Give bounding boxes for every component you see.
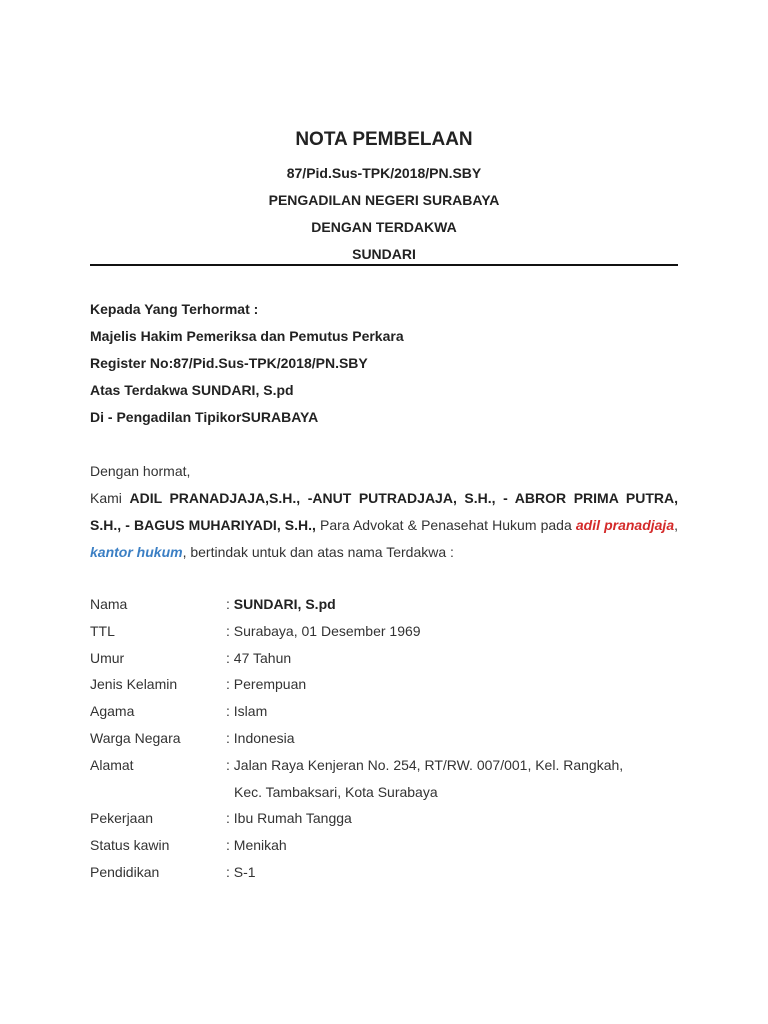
identity-row-agama [90,698,678,725]
identity-label: Jenis Kelamin [90,676,178,693]
document-title: NOTA PEMBELAAN [295,129,473,150]
addressee-line-5: Di - Pengadilan TipikorSURABAYA [90,409,319,425]
identity-value: 47 Tahun [233,649,292,666]
office-name: kantor hukum [90,544,183,560]
lawyer-names: ADIL PRANADJAJA,S.H., -ANUT PUTRADJAJA, S.H., - ABROR PRIMA PUTRA, S.H., - BAGUS MUHARIYADI, S.H., [90,490,678,533]
identity-row-jenis-kelamin [90,671,678,698]
identity-value: SUNDARI, S.pd [233,596,336,612]
identity-row-alamat [90,752,678,779]
identity-separator: : [226,837,234,854]
identity-separator: : [226,676,234,693]
closing-text: , bertindak untuk dan atas nama Terdakwa : [182,544,454,560]
identity-value: Perempuan [233,676,307,693]
identity-row-ttl [90,618,678,645]
kami-text: Kami [90,490,130,506]
identity-value: S-1 [233,863,256,880]
addressee-line-1: Kepada Yang Terhormat : [90,301,259,317]
identity-separator: : [226,810,234,827]
identity-row-umur [90,645,678,672]
identity-table [90,591,678,886]
addressee-line-3: Register No:87/Pid.Sus-TPK/2018/PN.SBY [90,355,368,371]
address-continuation: Kec. Tambaksari, Kota Surabaya [234,783,438,800]
document-header [90,126,678,268]
identity-value: Ibu Rumah Tangga [233,810,352,827]
identity-value: Islam [233,703,268,720]
identity-value: Surabaya, 01 Desember 1969 [233,622,421,639]
identity-label: Agama [90,703,135,720]
intro-paragraph [90,485,678,566]
identity-value: Menikah [233,837,287,854]
identity-row-pendidikan [90,859,678,886]
intro-block [90,458,678,566]
identity-label: Warga Negara [90,729,181,746]
identity-value: Jalan Raya Kenjeran No. 254, RT/RW. 007/001, Kel. Rangkah, [233,756,624,773]
identity-row-nama [90,591,678,618]
identity-label: Pendidikan [90,863,160,880]
identity-label: Pekerjaan [90,810,154,827]
court-name: PENGADILAN NEGERI SURABAYA [268,192,500,208]
identity-row-status-kawin [90,832,678,859]
advocate-text: Para Advokat & Penasehat Hukum pada [315,517,576,533]
addressee-block [90,296,678,431]
addressee-line-4: Atas Terdakwa SUNDARI, S.pd [90,382,294,398]
addressee-line-2: Majelis Hakim Pemeriksa dan Pemutus Perkara [90,328,404,344]
identity-label: Umur [90,649,125,666]
header-divider [90,264,678,266]
defendant-name: SUNDARI [352,246,416,262]
with-defendant-label: DENGAN TERDAKWA [311,219,457,235]
firm-name: adil pranadjaja [575,517,675,533]
case-number: 87/Pid.Sus-TPK/2018/PN.SBY [286,165,482,181]
identity-separator: : [226,703,234,720]
identity-separator: : [226,729,234,746]
identity-row-warga-negara [90,725,678,752]
identity-label: Nama [90,596,128,612]
identity-separator: : [226,863,234,880]
identity-row-pekerjaan [90,805,678,832]
identity-label: Status kawin [90,837,170,854]
identity-separator: : [226,756,234,773]
firm-comma: , [674,517,679,533]
identity-label: Alamat [90,756,134,773]
identity-separator: : [226,649,234,666]
identity-label: TTL [90,622,115,639]
identity-separator: : [226,622,234,639]
identity-separator: : [226,596,234,612]
greeting: Dengan hormat, [90,463,191,479]
identity-value: Indonesia [233,729,295,746]
